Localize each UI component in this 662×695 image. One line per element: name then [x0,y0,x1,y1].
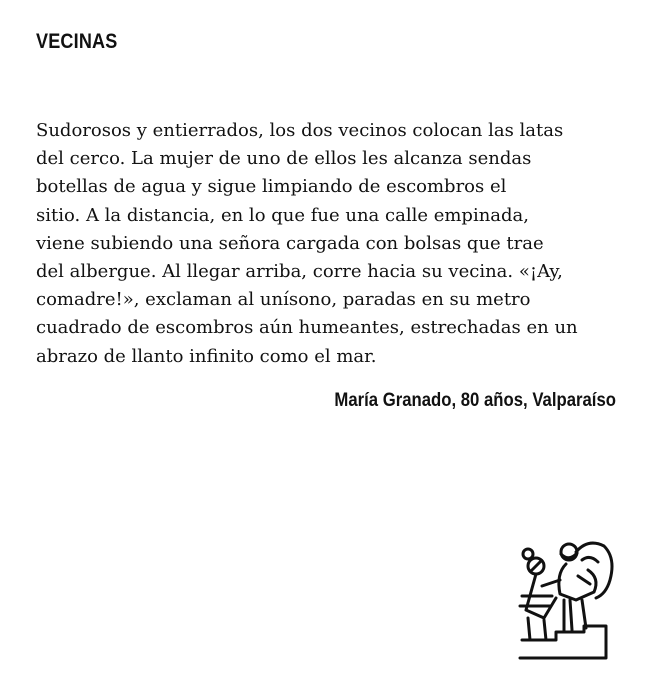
story-line: del cerco. La mujer de uno de ellos les alcanza sendas [36,148,532,170]
story-line: botellas de agua y sigue limpiando de escombros el [36,176,507,198]
story-line: abrazo de llanto infinito como el mar. [36,345,377,367]
story-line: cuadrado de escombros aún humeantes, estrechadas en un [36,317,578,339]
story-line: del albergue. Al llegar arriba, corre hacia su vecina. «¡Ay, [36,261,563,283]
story-line: viene subiendo una señora cargada con bolsas que trae [36,232,544,254]
story-line: comadre!», exclaman al unísono, paradas en su metro [36,289,531,311]
author-byline: María Granado, 80 años, Valparaíso [334,390,616,411]
story-text [36,117,636,371]
embracing-women-icon [516,540,616,662]
story-line: sitio. A la distancia, en lo que fue una calle empinada, [36,204,530,226]
story-line: Sudorosos y entierrados, los dos vecinos colocan las latas [36,120,564,141]
page-title: VECINAS [36,30,118,53]
